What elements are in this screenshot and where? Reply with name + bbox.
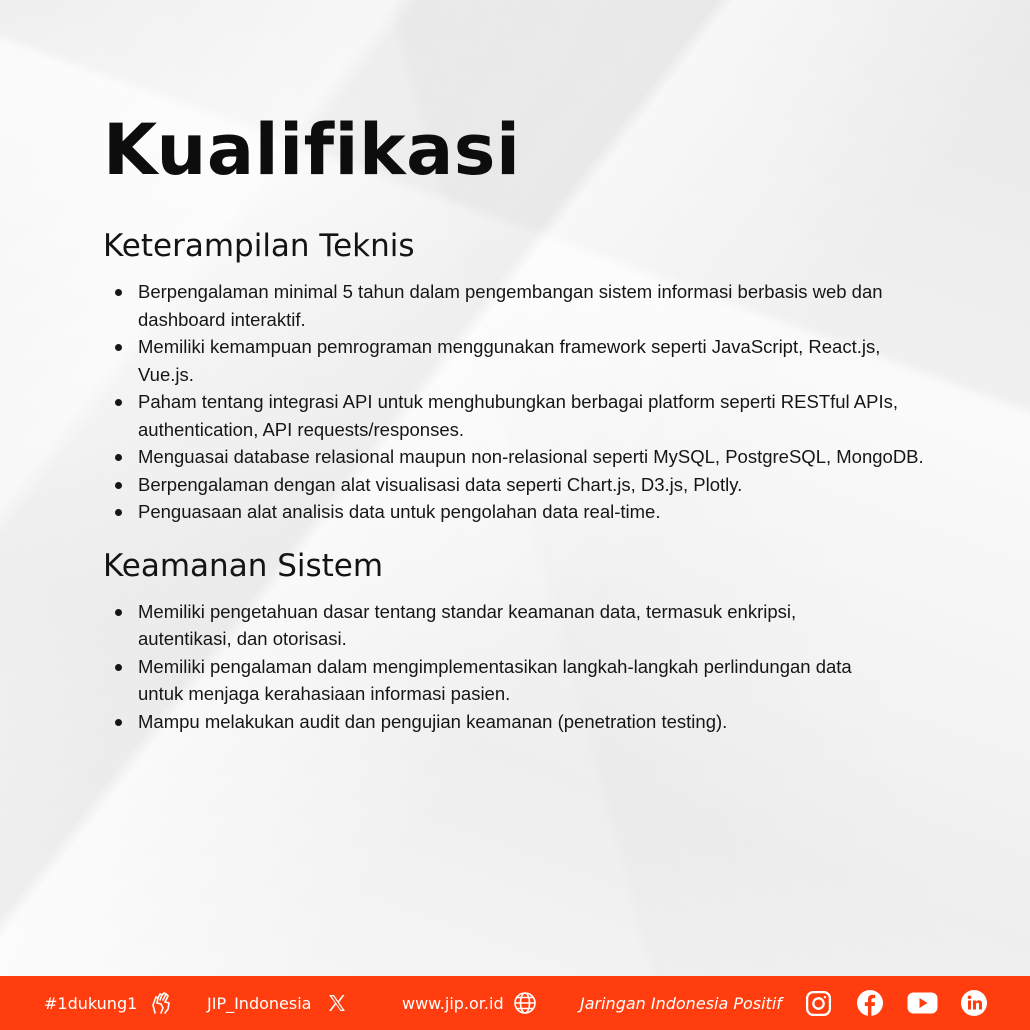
section-technical-skills (103, 226, 933, 526)
facebook-icon (856, 989, 884, 1017)
section-heading: Keterampilan Teknis (103, 228, 415, 264)
youtube-link[interactable] (907, 976, 938, 1030)
section-system-security (103, 546, 933, 736)
hashtag-text: #1dukung1 (44, 993, 138, 1013)
main-content (103, 108, 933, 735)
instagram-icon (804, 989, 833, 1018)
list-item: Berpengalaman minimal 5 tahun dalam pengembangan sistem informasi berbasis web dan dashboard interaktif. (103, 278, 933, 333)
list-item: Memiliki pengalaman dalam mengimplementasikan langkah-langkah perlindungan data untuk menjaga kerahasiaan informasi pasien. (103, 653, 863, 708)
website-text: www.jip.or.id (402, 993, 504, 1013)
linkedin-icon (960, 989, 988, 1017)
list-item: Mampu melakukan audit dan pengujian keamanan (penetration testing). (103, 708, 863, 736)
hashtag-group (44, 976, 173, 1030)
instagram-link[interactable] (804, 976, 833, 1030)
list-item: Paham tentang integrasi API untuk menghubungkan berbagai platform seperti RESTful APIs, authentication, API requests/responses. (103, 388, 933, 443)
footer-bar (0, 976, 1030, 1030)
website-link[interactable] (402, 976, 537, 1030)
list-item: Menguasai database relasional maupun non-relasional seperti MySQL, PostgreSQL, MongoDB. (103, 443, 933, 471)
x-logo-icon (327, 993, 347, 1013)
x-handle-link[interactable] (207, 976, 347, 1030)
x-handle-text: JIP_Indonesia (207, 993, 312, 1013)
hands-icon (149, 991, 173, 1015)
linkedin-link[interactable] (960, 976, 988, 1030)
globe-icon (513, 991, 537, 1015)
section-heading: Keamanan Sistem (103, 547, 384, 584)
facebook-link[interactable] (856, 976, 884, 1030)
list-item: Memiliki pengetahuan dasar tentang standar keamanan data, termasuk enkripsi, autentikasi, dan otorisasi. (103, 598, 863, 653)
youtube-icon (907, 991, 938, 1015)
list-item: Memiliki kemampuan pemrograman menggunakan framework seperti JavaScript, React.js, Vue.js. (103, 333, 933, 388)
bullet-list (103, 278, 933, 526)
org-name-text: Jaringan Indonesia Positif (580, 993, 782, 1013)
bullet-list (103, 598, 933, 736)
page-title: Kualifikasi (103, 109, 521, 191)
list-item: Berpengalaman dengan alat visualisasi data seperti Chart.js, D3.js, Plotly. (103, 471, 933, 499)
list-item: Penguasaan alat analisis data untuk pengolahan data real-time. (103, 498, 933, 526)
